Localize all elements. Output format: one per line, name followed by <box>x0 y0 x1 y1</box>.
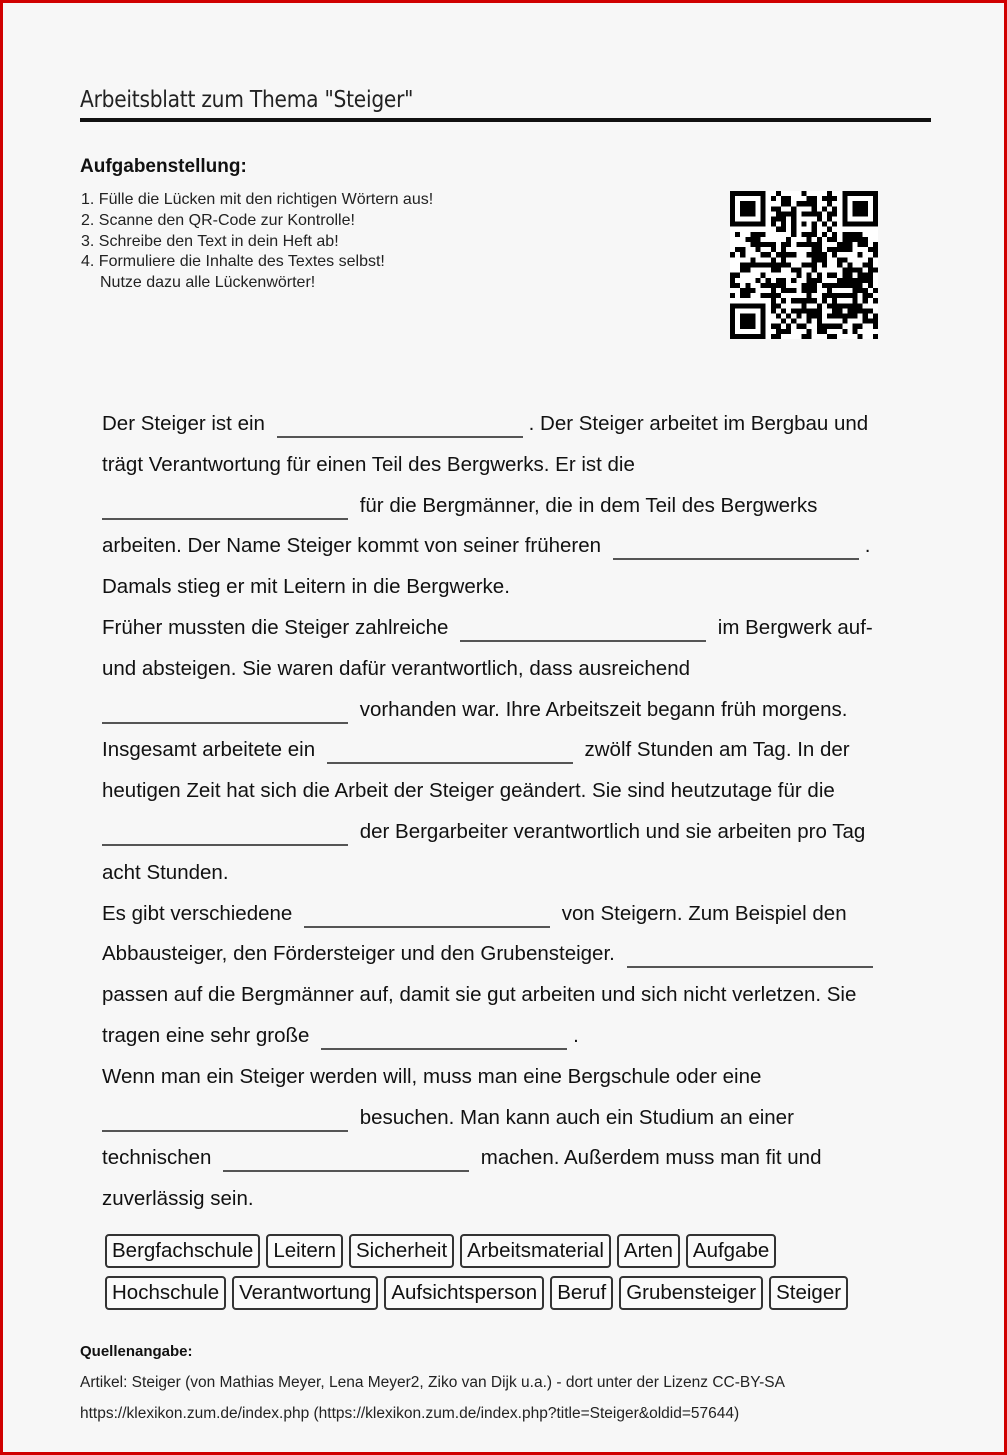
word-chip[interactable]: Beruf <box>550 1276 613 1310</box>
cloze-segment: für die Bergmänner, die in dem Teil des Bergwerks <box>354 493 818 517</box>
blank-gap[interactable] <box>277 416 523 438</box>
page-title: Arbeitsblatt zum Thema "Steiger" <box>80 87 414 113</box>
cloze-line <box>102 608 902 649</box>
cloze-segment: . <box>573 1023 579 1047</box>
blank-gap[interactable] <box>613 538 859 560</box>
cloze-segment: besuchen. Man kann auch ein Studium an einer <box>354 1105 794 1129</box>
title-underline <box>80 118 931 122</box>
cloze-line <box>102 486 902 527</box>
cloze-line <box>102 771 902 812</box>
task-item: 4. Formuliere die Inhalte des Textes selbst! <box>81 253 385 271</box>
cloze-segment: und absteigen. Sie waren dafür verantwortlich, dass ausreichend <box>102 656 691 680</box>
blank-gap[interactable] <box>223 1150 469 1172</box>
cloze-segment: technischen <box>102 1146 218 1170</box>
word-chip[interactable]: Grubensteiger <box>619 1276 763 1310</box>
cloze-segment: . Der Steiger arbeitet im Bergbau und <box>528 412 869 435</box>
cloze-line <box>102 1179 902 1220</box>
word-chip[interactable]: Aufsichtsperson <box>384 1276 544 1310</box>
task-item: 1. Fülle die Lücken mit den richtigen Wörtern aus! <box>81 191 434 208</box>
cloze-line <box>102 812 902 853</box>
cloze-line <box>102 934 902 975</box>
cloze-line <box>102 445 902 486</box>
cloze-text <box>102 404 902 1220</box>
cloze-line <box>102 894 902 935</box>
source-heading: Quellenangabe: <box>80 1343 193 1360</box>
cloze-segment: Insgesamt arbeitete ein <box>102 738 321 762</box>
task-heading: Aufgabenstellung: <box>80 156 247 177</box>
cloze-segment: von Steigern. Zum Beispiel den <box>556 901 847 925</box>
word-chip[interactable]: Verantwortung <box>232 1276 378 1310</box>
word-bank-row <box>105 1234 905 1276</box>
cloze-segment: arbeiten. Der Name Steiger kommt von seiner früheren <box>102 534 607 558</box>
source-text: Artikel: Steiger (von Mathias Meyer, Lena Meyer2, Ziko van Dijk u.a.) - dort unter der Lizenz CC-BY-SA <box>80 1374 785 1391</box>
blank-gap[interactable] <box>102 498 348 520</box>
cloze-line <box>102 404 902 445</box>
source-url[interactable]: https://klexikon.zum.de/index.php (https://klexikon.zum.de/index.php?title=Steiger&oldid=57644) <box>80 1405 740 1422</box>
cloze-segment: machen. Außerdem muss man fit und <box>475 1146 822 1170</box>
word-chip[interactable]: Arbeitsmaterial <box>460 1234 611 1268</box>
blank-gap[interactable] <box>460 620 706 642</box>
word-chip[interactable]: Bergfachschule <box>105 1234 260 1268</box>
word-chip[interactable]: Leitern <box>266 1234 343 1268</box>
cloze-line <box>102 649 902 690</box>
blank-gap[interactable] <box>304 906 550 928</box>
cloze-line <box>102 975 902 1016</box>
word-bank-row <box>105 1276 905 1318</box>
cloze-segment: Abbausteiger, den Fördersteiger und den Grubensteiger. <box>102 942 621 966</box>
task-list <box>81 190 433 294</box>
cloze-segment: der Bergarbeiter verantwortlich und sie arbeiten pro Tag <box>354 819 866 843</box>
cloze-segment: trägt Verantwortung für einen Teil des Bergwerks. Er ist die <box>102 452 635 476</box>
cloze-segment: vorhanden war. Ihre Arbeitszeit begann früh morgens. <box>354 697 848 721</box>
cloze-segment: Der Steiger ist ein <box>102 412 271 435</box>
cloze-segment: zwölf Stunden am Tag. In der <box>578 738 850 762</box>
cloze-line <box>102 1016 902 1057</box>
cloze-line <box>102 853 902 894</box>
task-item-continuation: Nutze dazu alle Lückenwörter! <box>100 274 316 292</box>
cloze-segment: im Bergwerk auf- <box>712 615 873 639</box>
cloze-line <box>102 526 902 567</box>
cloze-segment: zuverlässig sein. <box>102 1187 254 1211</box>
cloze-line <box>102 1098 902 1139</box>
blank-gap[interactable] <box>327 742 573 764</box>
cloze-line <box>102 1138 902 1179</box>
cloze-line <box>102 1057 902 1098</box>
cloze-segment: Damals stieg er mit Leitern in die Bergwerke. <box>102 575 510 599</box>
word-chip[interactable]: Aufgabe <box>686 1234 776 1268</box>
cloze-line <box>102 567 902 608</box>
blank-gap[interactable] <box>102 824 348 846</box>
word-chip[interactable]: Steiger <box>769 1276 848 1310</box>
cloze-segment: Es gibt verschiedene <box>102 901 299 925</box>
word-chip[interactable]: Arten <box>617 1234 680 1268</box>
word-bank <box>105 1234 905 1318</box>
cloze-segment: acht Stunden. <box>102 860 229 884</box>
cloze-segment: passen auf die Bergmänner auf, damit sie gut arbeiten und sich nicht verletzen. Sie <box>102 983 857 1007</box>
cloze-segment: heutigen Zeit hat sich die Arbeit der Steiger geändert. Sie sind heutzutage für die <box>102 779 835 803</box>
cloze-line <box>102 730 902 771</box>
blank-gap[interactable] <box>102 702 348 724</box>
task-item: 2. Scanne den QR-Code zur Kontrolle! <box>81 211 355 229</box>
blank-gap[interactable] <box>102 1110 348 1132</box>
cloze-segment: tragen eine sehr große <box>102 1023 316 1047</box>
word-chip[interactable]: Sicherheit <box>349 1234 454 1268</box>
blank-gap[interactable] <box>627 946 873 968</box>
task-item: 3. Schreibe den Text in dein Heft ab! <box>81 232 339 250</box>
cloze-line <box>102 690 902 731</box>
cloze-segment: Früher mussten die Steiger zahlreiche <box>102 615 455 639</box>
blank-gap[interactable] <box>321 1028 567 1050</box>
word-chip[interactable]: Hochschule <box>105 1276 226 1310</box>
cloze-segment: Wenn man ein Steiger werden will, muss man eine Bergschule oder eine <box>102 1064 762 1088</box>
cloze-segment: . <box>864 534 871 558</box>
qr-code-icon[interactable] <box>730 190 878 340</box>
